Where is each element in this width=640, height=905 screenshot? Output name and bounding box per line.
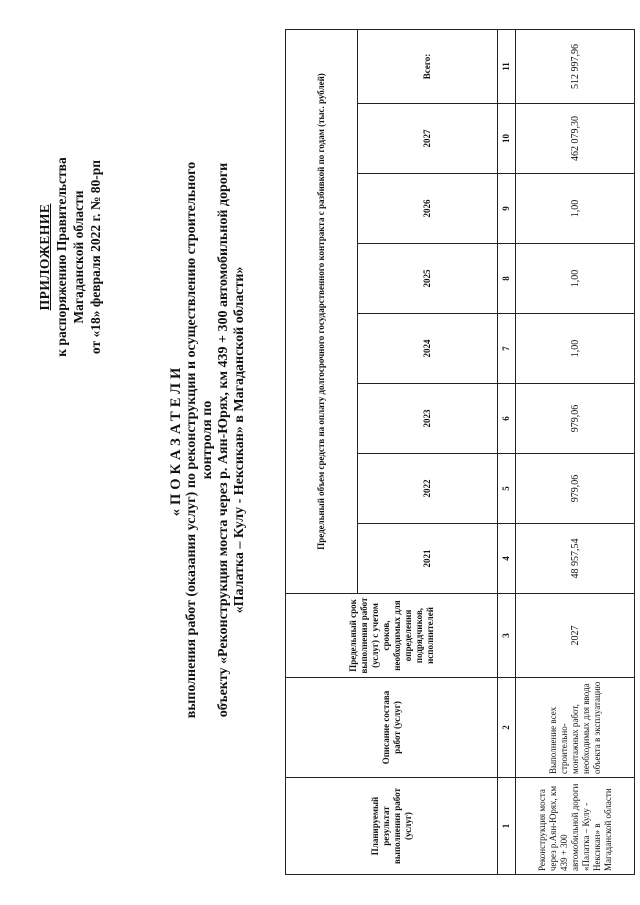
title-line-3: «Палатка – Кулу - Нексикан» в Магаданской области»: [232, 266, 247, 614]
column-number: 10: [498, 104, 516, 174]
cell-value-2027: 462 079,30: [516, 104, 635, 174]
cell-value-2026: 1,00: [516, 174, 635, 244]
appendix-line-1: к распоряжению Правительства: [54, 157, 69, 357]
appendix-line-3: от «18» февраля 2022 г. № 80-рп: [88, 159, 103, 355]
column-number: 3: [498, 594, 516, 678]
span-header-funding: Предельный объем средств на оплату долгосрочного государственного контракта с разбивкой по годам (тыс. рублей): [286, 29, 358, 593]
year-header: 2026: [358, 174, 498, 244]
cell-value-2022: 979,06: [516, 454, 635, 524]
cell-value-2021: 48 957,54: [516, 524, 635, 594]
column-number: 9: [498, 174, 516, 244]
col-header-description: Описание состава работ (услуг): [286, 678, 498, 778]
appendix-line-2: Магаданской области: [71, 190, 86, 324]
cell-description: Выполнение всех строительно-монтажных работ, необходимых для ввода объекта в эксплуатацию: [516, 678, 635, 778]
appendix-heading: ПРИЛОЖЕНИЕ: [37, 203, 52, 311]
column-number: 8: [498, 244, 516, 314]
cell-value-total: 512 997,96: [516, 29, 635, 103]
column-number: 7: [498, 314, 516, 384]
year-header: 2022: [358, 454, 498, 524]
total-header: Всего:: [358, 29, 498, 103]
appendix-block: [36, 92, 104, 422]
column-number: 4: [498, 524, 516, 594]
title-heading: «ПОКАЗАТЕЛИ: [168, 363, 184, 517]
year-header: 2024: [358, 314, 498, 384]
title-line-2: объекту «Реконструкция моста через р. Аян-Юрях, км 439 + 300 автомобильной дороги: [216, 162, 231, 718]
cell-value-2025: 1,00: [516, 244, 635, 314]
year-header: 2027: [358, 104, 498, 174]
title-line-1: выполнения работ (оказания услуг) по реконструкции и осуществлению строительного контроля по: [184, 161, 215, 719]
year-header: 2025: [358, 244, 498, 314]
cell-value-2024: 1,00: [516, 314, 635, 384]
column-number: 6: [498, 384, 516, 454]
year-header: 2023: [358, 384, 498, 454]
column-number: 11: [498, 29, 516, 103]
column-number: 2: [498, 678, 516, 778]
col-header-deadline: Предельный срок выполнения работ (услуг) с учетом сроков, необходимых для определения подрядчиков, исполнителей: [286, 594, 498, 678]
cell-result: Реконструкция моста через р.Аян-Юрях, км 439 + 300 автомобильной дороги «Палатка – Кулу - Нексикан» в Магаданской области: [516, 778, 635, 875]
column-number: 1: [498, 778, 516, 875]
document-title: [168, 160, 248, 720]
column-number: 5: [498, 454, 516, 524]
cell-value-2023: 979,06: [516, 384, 635, 454]
cell-deadline: 2027: [516, 594, 635, 678]
year-header: 2021: [358, 524, 498, 594]
col-header-result: Планируемый результат выполнения работ (услуг): [286, 778, 498, 875]
indicators-table: [285, 29, 635, 875]
